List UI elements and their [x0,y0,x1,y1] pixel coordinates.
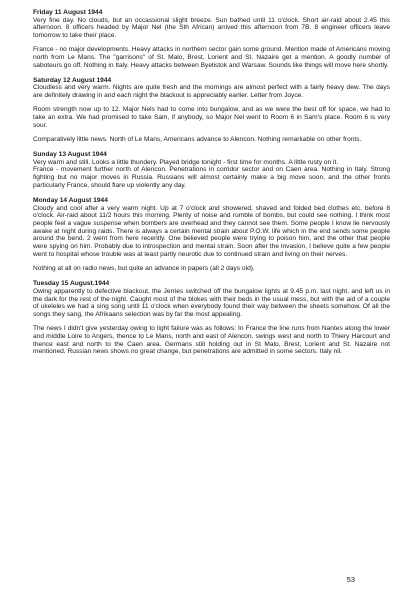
entry-paragraph: Cloudless and very warm. Nights are quite fresh and the mornings are almost perfect with a fairly heavy dew. The days are definitely drawing in and each night the blackout is appreciably earlier. Letter from Joyce. [33,84,390,100]
entry-paragraph: Nothing at all on radio news, but quite an advance in papers (all 2 days old). [33,265,255,273]
page-number: 53 [346,575,355,584]
entry-date: Sunday 13 August 1944 [33,151,107,159]
entry-date: Friday 11 August 1944 [33,9,103,16]
diary-entry-tue-15-aug [33,280,390,356]
entry-paragraph: Room strength now up to 12. Major Nels had to come into bungalow, and as we were the best off for space, we had to take an extra. We had promised to take Sam, if anybody, so Major Nel went to Room 6 in Sam's place. Room 6 is very sour. [33,106,390,129]
diary-entry-sat-12-aug [33,77,390,144]
entry-paragraph: Very fine day. No clouds, but an occassional slight breeze. Sun bathed until 11 o'clock. Short air-raid about 2.45 this afternoon. 8 officers headed by Major Nel (the Sth African) arrived this afternoon from 7B. 8 engineer officers leave tomorrow to take their place. [33,16,390,39]
entry-paragraph: The news I didn't give yesterday owing to light failure was as follows: In France the line runs from Nantes along the lower and middle Loire to Angers, thence to Le Mans, north and east of Alencon, swings west and north to Thiery Harcourt and thence east and north to the Caen area. Germans still holding out in St Malo, Brest, Lorient and St. Nazaire not mentioned. Russian news shows no great change, but penetrations are admitted in some sectors. Italy nil. [33,325,390,356]
diary-entry-fri-11-aug [33,9,390,69]
entry-paragraph: Comparatively little news. North of Le Mans, Americans advance to Alencon. Nothing remarkable on other fronts. [33,135,362,143]
entry-paragraph: Owing apparently to defective blackout, the Jerries switched off the bungalow lights at 9.45 p.m. last night, and left us in the dark for the rest of the night. Caught most of the blokes with their beds in the usual mess, but with the aid of a couple of ukeleles we had a sing song until 11 o'clock when everybody found their way between the sheets somehow. Of all the songs they sang, the Afrikaans selection was by far the most appealing. [33,287,390,318]
entry-paragraph: Very warm and still. Looks a little thundery. Played bridge tonight - first time for months. A little rusty on it. France - movement further north of Alencon. Penetrations in corridor sector and on Caen area. Nothing in Italy. Strong fighting but no major moves in Russia. Russians will almost certainly make a big move soon, and the other fronts particularly France, should flare up violently any day. [33,158,390,189]
entry-date: Monday 14 August 1944 [33,197,108,205]
entry-paragraph: France - no major developments. Heavy attacks in northern sector gain some ground. Mention made of Americans moving north from Le Mans. The "garrisons" of St. Malo, Brest, Lorient and St. Nazaire get a mention. A goodly number of saboteurs go off. Nothing in Italy. Heavy attacks between Byelistok and Warsaw. Sounds like things will move here shortly. [33,46,390,69]
entry-paragraph: Cloudy and cool after a very warm night. Up at 7 o'clock and showered, shaved and folded bed clothes etc. before 8 o'clock. Air-raid about 11/2 hours this morning. Plenty of noise and rumble of bombs, but could see nothing. I think most people feel a vague suspense when bombers are overhead and they cannot see them. Some people I know lie nervously awake at night during raids. There is always a certain mental strain about P.O.W. life which in the end sends some people around the bend. 2 went from here recently. One believed people were trying to poison him, and the other that people were spying on him. Probably due to introspection and mental strain. Soon after the invasion, I believe quite a few people went to hospital whose trouble was at least partly neurotic due to continued strain and living on their nerves. [33,204,390,258]
diary-entry-mon-14-aug [33,197,390,273]
entry-date: Tuesday 15 August.1944 [33,280,110,288]
entry-date: Saturday 12 August 1944 [33,76,112,84]
diary-entry-sun-13-aug [33,151,390,189]
